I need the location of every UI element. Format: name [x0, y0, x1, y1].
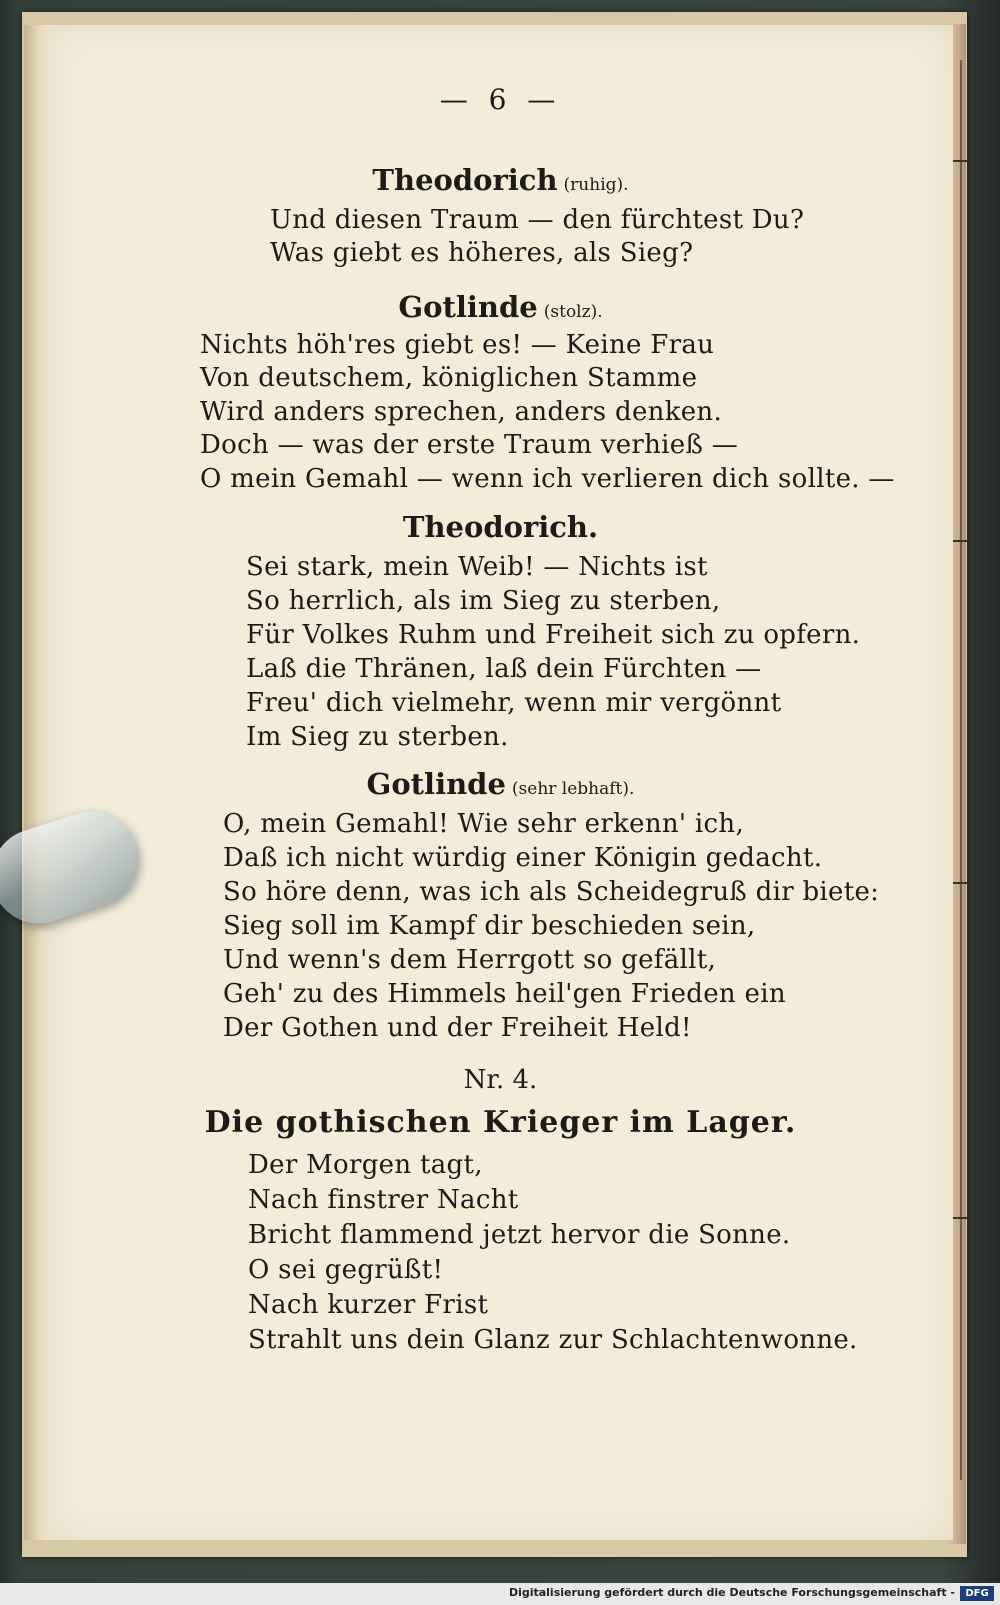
- verse-line: Nach kurzer Frist: [248, 1290, 489, 1320]
- stage-direction: (sehr lebhaft).: [511, 779, 635, 799]
- verse-line: Laß die Thränen, laß dein Fürchten —: [246, 654, 762, 684]
- stage-direction: (stolz).: [543, 302, 603, 322]
- speaker-name: Theodorich: [372, 163, 558, 197]
- speaker-name: Theodorich.: [402, 510, 599, 544]
- speaker-heading: [48, 510, 953, 544]
- verse-line: Was giebt es höheres, als Sieg?: [270, 238, 694, 268]
- dfg-logo-icon: DFG: [960, 1586, 994, 1601]
- verse-line: O sei gegrüßt!: [248, 1255, 444, 1285]
- binding-stitch: [950, 882, 974, 884]
- verse-line: Sieg soll im Kampf dir beschieden sein,: [223, 911, 756, 941]
- speaker-name: Gotlinde: [398, 290, 538, 324]
- verse-line: Strahlt uns dein Glanz zur Schlachtenwonne.: [248, 1325, 858, 1355]
- verse-line: Und diesen Traum — den fürchtest Du?: [270, 205, 805, 235]
- verse-line: O mein Gemahl — wenn ich verlieren dich sollte. —: [200, 464, 895, 494]
- speaker-heading: [48, 163, 953, 197]
- verse-line: Nichts höh'res giebt es! — Keine Frau: [200, 330, 715, 360]
- binding-stitch: [950, 1217, 974, 1219]
- binding-stitch: [950, 540, 974, 542]
- verse-line: Doch — was der erste Traum verhieß —: [200, 430, 738, 460]
- verse-line: Freu' dich vielmehr, wenn mir vergönnt: [246, 688, 782, 718]
- verse-line: O, mein Gemahl! Wie sehr erkenn' ich,: [223, 809, 745, 839]
- verse-line: Sei stark, mein Weib! — Nichts ist: [246, 552, 708, 582]
- verse-line: Im Sieg zu sterben.: [246, 722, 509, 752]
- book-page: [48, 25, 953, 1540]
- verse-line: Geh' zu des Himmels heil'gen Frieden ein: [223, 979, 786, 1009]
- verse-line: Der Gothen und der Freiheit Held!: [223, 1013, 692, 1043]
- book-binding: [960, 60, 962, 1480]
- verse-line: Nach finstrer Nacht: [248, 1185, 519, 1215]
- speaker-heading: [48, 767, 953, 801]
- section-title: Die gothischen Krieger im Lager.: [204, 1105, 797, 1140]
- page-content: [48, 25, 953, 1540]
- verse-line: Von deutschem, königlichen Stamme: [200, 363, 698, 393]
- verse-line: Für Volkes Ruhm und Freiheit sich zu opfern.: [246, 620, 861, 650]
- verse-line: Daß ich nicht würdig einer Königin gedacht.: [223, 843, 823, 873]
- verse-line: Wird anders sprechen, anders denken.: [200, 397, 723, 427]
- verse-line: So herrlich, als im Sieg zu sterben,: [246, 586, 721, 616]
- stage-direction: (ruhig).: [563, 175, 629, 195]
- page-number: — 6 —: [439, 83, 562, 116]
- verse-line: Und wenn's dem Herrgott so gefällt,: [223, 945, 717, 975]
- speaker-heading: [48, 290, 953, 324]
- binding-stitch: [950, 160, 974, 162]
- section-number: Nr. 4.: [463, 1065, 538, 1095]
- verse-line: Bricht flammend jetzt hervor die Sonne.: [248, 1220, 791, 1250]
- speaker-name: Gotlinde: [366, 767, 506, 801]
- verse-line: So höre denn, was ich als Scheidegruß dir biete:: [223, 877, 880, 907]
- funding-credit: Digitalisierung gefördert durch die Deutsche Forschungsgemeinschaft -: [508, 1586, 955, 1599]
- footer-bar: [0, 1583, 1000, 1605]
- verse-line: Der Morgen tagt,: [248, 1150, 483, 1180]
